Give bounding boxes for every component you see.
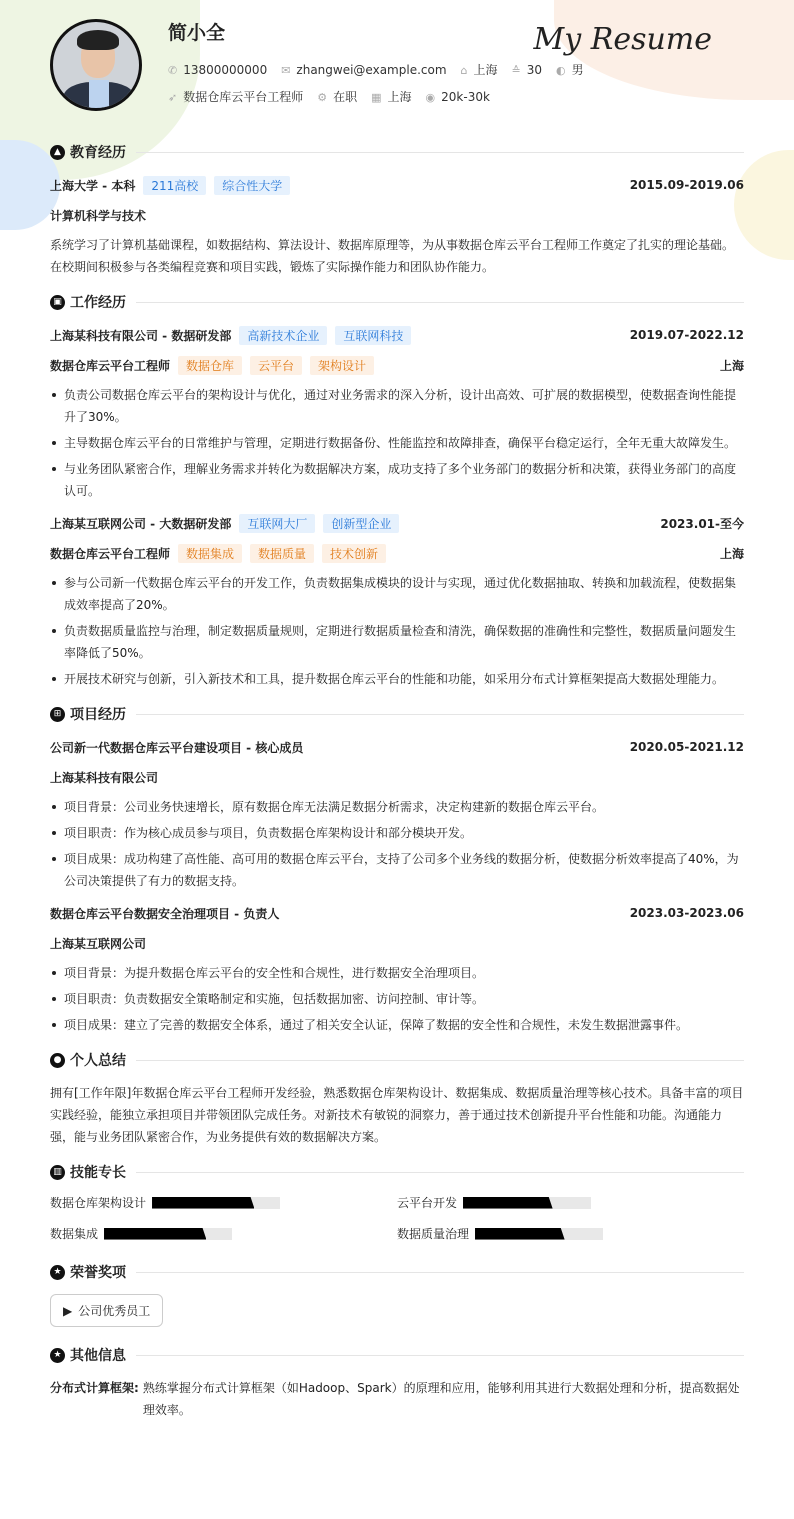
section-awards [50, 1262, 744, 1282]
role: 数据仓库云平台工程师 [50, 358, 171, 373]
location: 上海 [473, 63, 498, 77]
phone-icon: ✆ [168, 63, 178, 77]
tag: 高新技术企业 [239, 326, 327, 345]
list-item: 项目背景：为提升数据仓库云平台的安全性和合规性，进行数据安全治理项目。 [50, 962, 744, 984]
list-item: 负责公司数据仓库云平台的架构设计与优化，通过对业务需求的深入分析，设计出高效、可扩展的数据模型，使数据查询性能提升了30%。 [50, 384, 744, 428]
section-summary [50, 1050, 744, 1070]
role-left [50, 544, 386, 563]
status-icon: ⚙ [317, 91, 328, 104]
city: 上海 [719, 358, 744, 373]
job-title: 数据仓库云平台工程师 [183, 90, 304, 104]
list-item: 项目背景：公司业务快速增长，原有数据仓库无法满足数据分析需求，决定构建新的数据仓库云平台。 [50, 796, 744, 818]
skill-bar [152, 1197, 280, 1209]
gender-icon: ◐ [556, 64, 566, 77]
section-title: 项目经历 [70, 707, 126, 723]
resume-title: My Resume [533, 22, 712, 57]
skill-tag: 数据质量 [250, 544, 314, 563]
resume-header [0, 0, 794, 130]
project-header [50, 902, 744, 924]
company: 上海某科技有限公司 - 数据研发部 [50, 328, 232, 343]
triangle-icon: ▶ [63, 1303, 73, 1318]
bullet-list [50, 796, 744, 892]
date: 2020.05-2021.12 [629, 740, 744, 754]
target-city: 上海 [387, 90, 412, 104]
date: 2019.07-2022.12 [629, 328, 744, 342]
section-title: 个人总结 [70, 1053, 126, 1069]
work-header [50, 512, 744, 534]
skill-name: 数据集成 [50, 1227, 99, 1241]
skill-item [50, 1225, 397, 1242]
skill-bar [104, 1228, 232, 1240]
award-item [50, 1294, 163, 1327]
salary: 20k-30k [441, 89, 490, 104]
other-label: 分布式计算框架: [50, 1381, 139, 1395]
skill-item [397, 1194, 744, 1211]
briefcase-icon: ▣ [50, 295, 65, 310]
project-name: 数据仓库云平台数据安全治理项目 - 负责人 [50, 906, 280, 921]
job-status: 在职 [333, 90, 358, 104]
summary-text: 拥有[工作年限]年数据仓库云平台工程师开发经验，熟悉数据仓库架构设计、数据集成、数据质量治理等核心技术。具备丰富的项目实践经验，能独立承担项目并带领团队完成任务。对新技术有敏锐的洞察力，善于通过技术创新提升平台性能和功能。沟通能力强，能与业务团队紧密合作，为业务提供有效的数据解决方案。 [50, 1086, 744, 1144]
date: 2015.09-2019.06 [629, 178, 744, 192]
skill-tag: 技术创新 [322, 544, 386, 563]
city: 上海 [719, 546, 744, 561]
user-icon: ● [50, 1053, 65, 1068]
age-icon: ≙ [511, 63, 521, 77]
skill-bar-fill [152, 1197, 254, 1209]
role-header [50, 542, 744, 564]
tag: 综合性大学 [214, 176, 290, 195]
bullet-list [50, 962, 744, 1036]
age: 30 [526, 62, 543, 77]
work-left [50, 326, 411, 345]
tag: 创新型企业 [323, 514, 399, 533]
list-item: 项目职责：负责数据安全策略制定和实施，包括数据加密、访问控制、审计等。 [50, 988, 744, 1010]
skill-tag: 云平台 [250, 356, 302, 375]
tag: 互联网大厂 [239, 514, 315, 533]
skill-tag: 数据集成 [178, 544, 242, 563]
list-item: 项目职责：作为核心成员参与项目，负责数据仓库架构设计和部分模块开发。 [50, 822, 744, 844]
project-list [50, 736, 744, 1036]
tag: 互联网科技 [335, 326, 411, 345]
grid-icon: ⊞ [50, 707, 65, 722]
project-name: 公司新一代数据仓库云平台建设项目 - 核心成员 [50, 740, 304, 755]
section-title: 其他信息 [70, 1348, 126, 1364]
list-item: 与业务团队紧密合作，理解业务需求并转化为数据解决方案，成功支持了多个业务部门的数据分析和决策，获得业务部门的高度认可。 [50, 458, 744, 502]
skill-bar-fill [463, 1197, 553, 1209]
section-work [50, 292, 744, 312]
email-icon: ✉ [281, 63, 291, 77]
award-label: 公司优秀员工 [78, 1304, 151, 1318]
project-header [50, 736, 744, 758]
section-title: 技能专长 [70, 1165, 126, 1181]
other-item [50, 1377, 744, 1421]
section-education [50, 142, 744, 162]
section-skills [50, 1162, 744, 1182]
list-item: 负责数据质量监控与治理，制定数据质量规则，定期进行数据质量检查和清洗，确保数据的准确性和完整性，数据质量问题发生率降低了50%。 [50, 620, 744, 664]
skill-name: 云平台开发 [397, 1196, 458, 1210]
list-item: 项目成果：建立了完善的数据安全体系，通过了相关安全认证，保障了数据的安全性和合规性，未发生数据泄露事件。 [50, 1014, 744, 1036]
section-other [50, 1345, 744, 1365]
skill-bar-fill [475, 1228, 565, 1240]
skills-grid [50, 1194, 744, 1242]
list-item: 开展技术研究与创新，引入新技术和工具，提升数据仓库云平台的性能和功能，如采用分布式计算框架提高大数据处理能力。 [50, 668, 744, 690]
skill-bar-fill [104, 1228, 206, 1240]
salary-icon: ◉ [425, 90, 436, 104]
company: 上海某互联网公司 - 大数据研发部 [50, 516, 232, 531]
info-icon: ★ [50, 1348, 65, 1363]
skill-item [50, 1194, 397, 1211]
work-header [50, 324, 744, 346]
home-icon: ⌂ [460, 64, 468, 77]
other-text: 熟练掌握分布式计算框架（如Hadoop、Spark）的原理和应用，能够利用其进行大数据处理和分析，提高数据处理效率。 [142, 1381, 740, 1417]
section-projects [50, 704, 744, 724]
graduation-cap-icon: ▲ [50, 145, 65, 160]
school: 上海大学 - 本科 [50, 178, 136, 193]
education-header [50, 174, 744, 196]
project-company: 上海某科技有限公司 [50, 770, 159, 785]
skill-bar [463, 1197, 591, 1209]
skill-tag: 架构设计 [310, 356, 374, 375]
candidate-name: 简小全 [168, 22, 226, 44]
skill-bar [475, 1228, 603, 1240]
contact-row [168, 61, 584, 78]
building-icon: ▦ [371, 91, 382, 104]
work-left [50, 514, 399, 533]
role-left [50, 356, 374, 375]
phone: 13800000000 [183, 62, 268, 77]
bullet-list [50, 384, 744, 502]
list-item: 项目成果：成功构建了高性能、高可用的数据仓库云平台，支持了公司多个业务线的数据分析，使数据分析效率提高了40%，为公司决策提供了有力的数据支持。 [50, 848, 744, 892]
education-desc: 系统学习了计算机基础课程，如数据结构、算法设计、数据库原理等，为从事数据仓库云平台工程师工作奠定了扎实的理论基础。在校期间积极参与各类编程竞赛和项目实践，锻炼了实际操作能力和团队协作能力。 [50, 238, 735, 274]
gender: 男 [571, 63, 584, 77]
role-header [50, 354, 744, 376]
section-title: 荣誉奖项 [70, 1265, 126, 1281]
skill-name: 数据质量治理 [397, 1227, 470, 1241]
avatar [50, 19, 142, 111]
role: 数据仓库云平台工程师 [50, 546, 171, 561]
work-list [50, 324, 744, 690]
section-title: 教育经历 [70, 145, 126, 161]
section-title: 工作经历 [70, 295, 126, 311]
tag: 211高校 [143, 176, 206, 195]
skill-name: 数据仓库架构设计 [50, 1196, 147, 1210]
award-icon: ★ [50, 1265, 65, 1280]
major: 计算机科学与技术 [50, 208, 147, 223]
list-item: 主导数据仓库云平台的日常维护与管理，定期进行数据备份、性能监控和故障排查，确保平台稳定运行，全年无重大故障发生。 [50, 432, 744, 454]
project-company: 上海某互联网公司 [50, 936, 147, 951]
bullet-list [50, 572, 744, 690]
job-row [168, 88, 490, 105]
list-item: 参与公司新一代数据仓库云平台的开发工作，负责数据集成模块的设计与实现，通过优化数据抽取、转换和加载流程，使数据集成效率提高了20%。 [50, 572, 744, 616]
send-icon: ➶ [168, 91, 178, 104]
skill-tag: 数据仓库 [178, 356, 242, 375]
date: 2023.01-至今 [660, 516, 744, 531]
email: zhangwei@example.com [296, 62, 447, 77]
date: 2023.03-2023.06 [629, 906, 744, 920]
skill-item [397, 1225, 744, 1242]
chart-icon: ▥ [50, 1165, 65, 1180]
